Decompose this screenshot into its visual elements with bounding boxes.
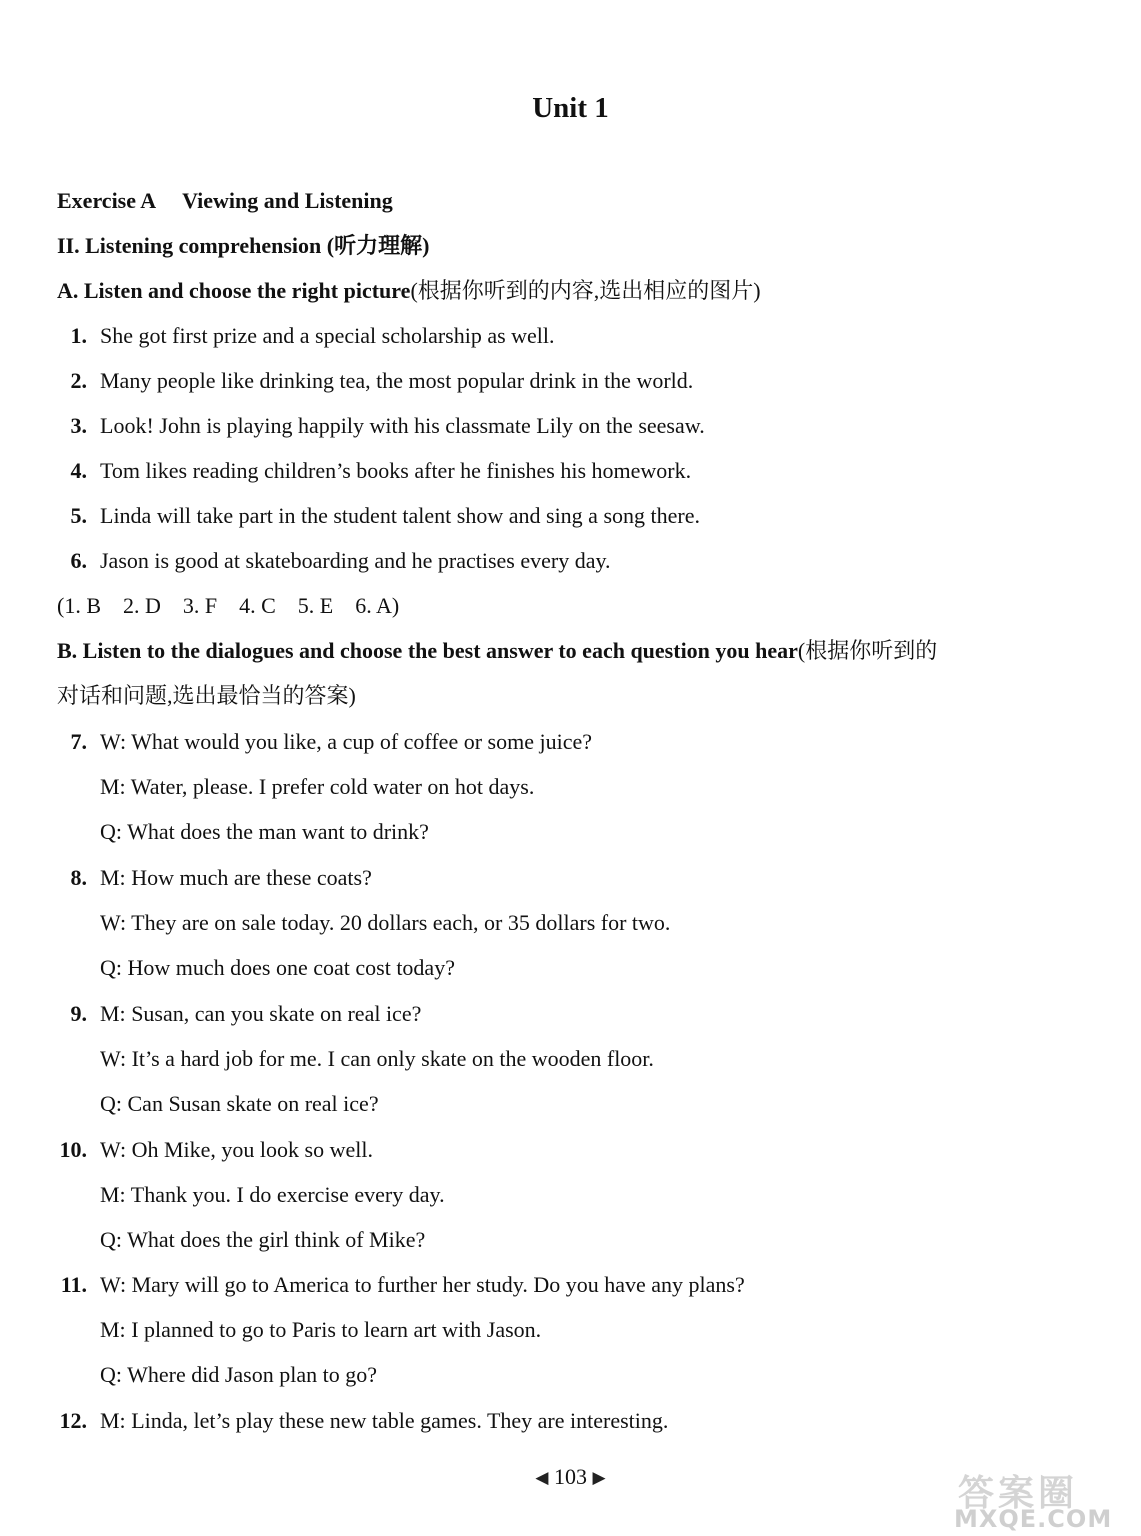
utterance: Oh Mike, you look so well. (131, 1137, 373, 1162)
item-text: Jason is good at skateboarding and he practises every day. (100, 548, 611, 573)
dialogue-line (100, 817, 429, 847)
part-b-heading-continued: 对话和问题,选出最恰当的答案) (57, 683, 356, 708)
utterance: What would you like, a cup of coffee or some juice? (131, 729, 592, 754)
utterance: How much are these coats? (131, 865, 372, 890)
speaker: Q: (100, 1091, 122, 1116)
dialogue-line (57, 863, 372, 893)
dialogue-line (100, 772, 534, 802)
dialogue-line (100, 953, 455, 983)
speaker: Q: (100, 819, 122, 844)
speaker: W: (100, 729, 127, 754)
speaker: Q: (100, 1227, 122, 1252)
utterance: Where did Jason plan to go? (127, 1362, 377, 1387)
speaker: M: (100, 1182, 126, 1207)
dialogue-line (57, 999, 421, 1029)
utterance: It’s a hard job for me. I can only skate on the wooden floor. (131, 1046, 654, 1071)
item-text: Linda will take part in the student talent show and sing a song there. (100, 503, 700, 528)
utterance: They are on sale today. 20 dollars each, or 35 dollars for two. (131, 910, 671, 935)
triangle-left-icon: ◀ (535, 1468, 549, 1487)
dialogue-number: 11. (60, 1272, 87, 1297)
dialogue-line (100, 1225, 425, 1255)
dialogue-number: 9. (70, 1001, 87, 1026)
speaker: W: (100, 1046, 127, 1071)
list-item (57, 501, 700, 531)
speaker: W: (100, 1272, 127, 1297)
part-b-heading (57, 636, 937, 666)
dialogue-number: 7. (70, 729, 87, 754)
speaker: W: (100, 1137, 127, 1162)
dialogue-number: 8. (70, 865, 87, 890)
page-number: 103 (554, 1464, 587, 1489)
watermark-logo (950, 1465, 1135, 1533)
speaker: M: (100, 1001, 126, 1026)
speaker: Q: (100, 1362, 122, 1387)
list-item (57, 321, 555, 351)
speaker: M: (100, 1408, 126, 1433)
utterance: Mary will go to America to further her study. Do you have any plans? (131, 1272, 745, 1297)
list-item (57, 456, 691, 486)
item-number: 3. (70, 413, 87, 438)
utterance: Linda, let’s play these new table games. They are interesting. (131, 1408, 669, 1433)
item-number: 4. (70, 458, 87, 483)
dialogue-line (57, 1135, 373, 1165)
speaker: M: (100, 774, 126, 799)
list-item (57, 546, 611, 576)
item-number: 2. (70, 368, 87, 393)
dialogue-line (100, 1180, 445, 1210)
item-text: Look! John is playing happily with his classmate Lily on the seesaw. (100, 413, 705, 438)
utterance: What does the man want to drink? (127, 819, 429, 844)
dialogue-line (100, 1360, 377, 1390)
part-a-heading (57, 276, 761, 306)
part-b-heading-cn: (根据你听到的 (797, 638, 938, 663)
item-number: 5. (70, 503, 87, 528)
dialogue-line (100, 1089, 379, 1119)
speaker: M: (100, 1317, 126, 1342)
dialogue-line (100, 1315, 541, 1345)
watermark-logo-text: 答案圈 (958, 1473, 1079, 1514)
watermark-url: MXQE.COM (954, 1505, 1113, 1533)
utterance: Water, please. I prefer cold water on hot days. (130, 774, 535, 799)
item-number: 1. (70, 323, 87, 348)
dialogue-line (100, 1044, 654, 1074)
dialogue-line (57, 1406, 668, 1436)
utterance: Can Susan skate on real ice? (127, 1091, 379, 1116)
page-title: Unit 1 (532, 92, 609, 124)
speaker: M: (100, 865, 126, 890)
utterance: How much does one coat cost today? (127, 955, 455, 980)
dialogue-line (57, 727, 592, 757)
triangle-right-icon: ▶ (592, 1468, 606, 1487)
list-item (57, 411, 705, 441)
utterance: Thank you. I do exercise every day. (130, 1182, 445, 1207)
part-a-heading-en: A. Listen and choose the right picture (57, 278, 411, 303)
section-heading: II. Listening comprehension (听力理解) (57, 233, 430, 258)
dialogue-number: 12. (59, 1408, 87, 1433)
exercise-heading: Exercise A Viewing and Listening (57, 188, 393, 213)
speaker: W: (100, 910, 127, 935)
utterance: Susan, can you skate on real ice? (131, 1001, 422, 1026)
utterance: I planned to go to Paris to learn art with Jason. (131, 1317, 542, 1342)
item-number: 6. (70, 548, 87, 573)
answer-key: (1. B 2. D 3. F 4. C 5. E 6. A) (57, 593, 400, 618)
utterance: What does the girl think of Mike? (127, 1227, 426, 1252)
list-item (57, 366, 693, 396)
dialogue-line (100, 908, 670, 938)
item-text: Tom likes reading children’s books after he finishes his homework. (100, 458, 692, 483)
dialogue-number: 10. (59, 1137, 87, 1162)
part-a-heading-cn: (根据你听到的内容,选出相应的图片) (410, 278, 761, 303)
speaker: Q: (100, 955, 122, 980)
item-text: She got first prize and a special scholarship as well. (100, 323, 555, 348)
dialogue-line (57, 1270, 745, 1300)
item-text: Many people like drinking tea, the most popular drink in the world. (100, 368, 694, 393)
part-b-heading-en: B. Listen to the dialogues and choose the best answer to each question you hear (57, 638, 798, 663)
